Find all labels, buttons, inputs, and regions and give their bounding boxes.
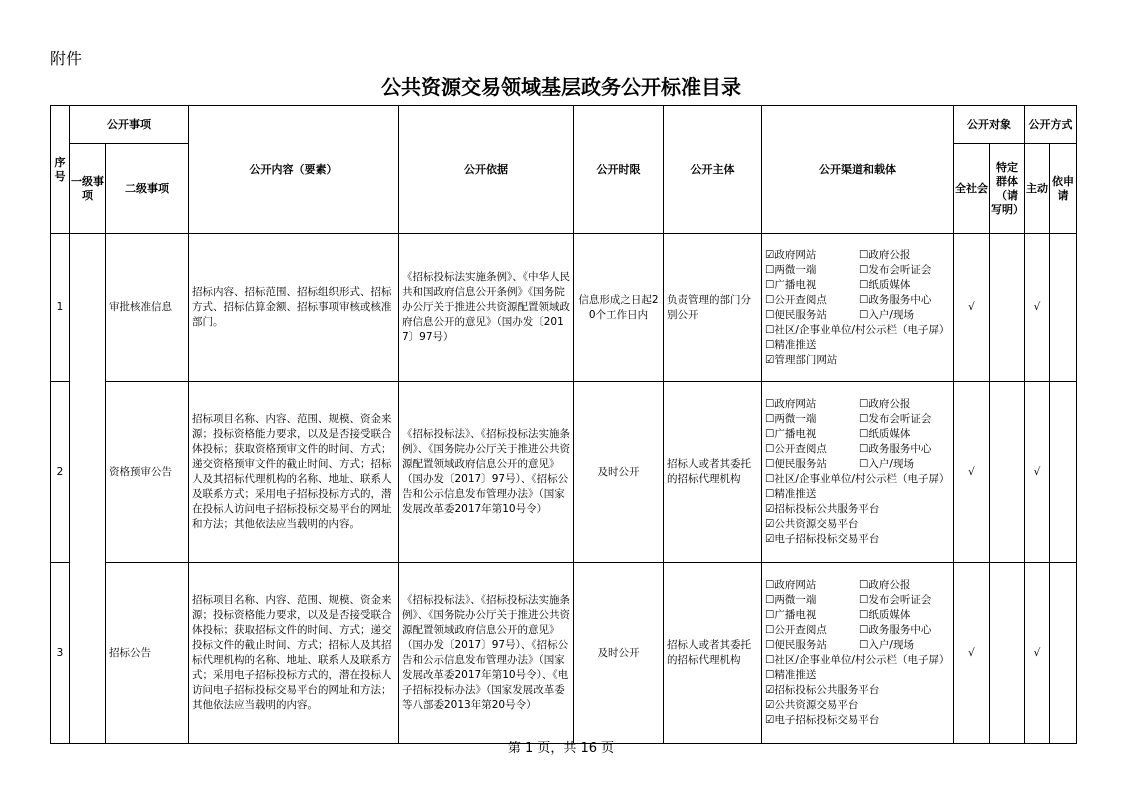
channel-option: ☐精准推送 bbox=[765, 488, 817, 500]
row-seq: 2 bbox=[51, 382, 70, 563]
channel-option: ☐公开查阅点 bbox=[765, 293, 827, 306]
channel-option: ☐精准推送 bbox=[765, 338, 817, 351]
channel-option: ☐政府网站 bbox=[765, 398, 817, 410]
header-time: 公开时限 bbox=[574, 106, 664, 234]
channel-line bbox=[765, 517, 950, 532]
channel-line bbox=[765, 293, 950, 308]
row-level2: 资格预审公告 bbox=[106, 382, 189, 563]
header-seq: 序号 bbox=[51, 106, 70, 234]
channel-line bbox=[765, 623, 950, 638]
row-level2: 招标公告 bbox=[106, 563, 189, 744]
channel-option: ☐精准推送 bbox=[765, 669, 817, 681]
channel-option: ☐广播电视 bbox=[765, 428, 817, 440]
header-active: 主动 bbox=[1025, 144, 1050, 234]
channel-line bbox=[765, 278, 950, 293]
header-content: 公开内容（要素） bbox=[189, 106, 399, 234]
channel-option: ☑公共资源交易平台 bbox=[765, 699, 859, 711]
channel-option: ☐发布会听证会 bbox=[859, 594, 932, 606]
channel-line bbox=[765, 397, 950, 412]
row-seq: 1 bbox=[51, 234, 70, 382]
header-method: 公开方式 bbox=[1025, 106, 1077, 144]
header-basis: 公开依据 bbox=[399, 106, 574, 234]
channel-option: ☐发布会听证会 bbox=[859, 263, 932, 276]
row-on-request bbox=[1050, 382, 1077, 563]
channel-option: ☐便民服务站 bbox=[765, 308, 827, 321]
channel-line bbox=[765, 713, 950, 728]
row-active: √ bbox=[1025, 234, 1050, 382]
channel-option: ☐政务服务中心 bbox=[859, 293, 932, 306]
channel-line bbox=[765, 412, 950, 427]
channel-line bbox=[765, 608, 950, 623]
channel-option: ☐发布会听证会 bbox=[859, 413, 932, 425]
channel-line bbox=[765, 653, 950, 668]
channel-line bbox=[765, 502, 950, 517]
channel-option: ☐政务服务中心 bbox=[859, 624, 932, 636]
channel-line bbox=[765, 472, 950, 487]
header-level1: 一级事项 bbox=[70, 144, 106, 234]
channel-option: ☐入户/现场 bbox=[859, 308, 914, 321]
channel-line bbox=[765, 457, 950, 472]
row-seq: 3 bbox=[51, 563, 70, 744]
table-row bbox=[51, 234, 1077, 382]
channel-option: ☐公开查阅点 bbox=[765, 443, 827, 455]
channel-option: ☐政府公报 bbox=[859, 579, 911, 591]
channel-line bbox=[765, 683, 950, 698]
channel-line bbox=[765, 353, 950, 368]
row-basis: 《招标投标法实施条例》、《中华人民共和国政府信息公开条例》《国务院办公厅关于推进公共资源配置领域政府信息公开的意见》（国办发〔2017〕97号） bbox=[399, 234, 574, 382]
catalog-table bbox=[50, 105, 1077, 744]
row-time: 及时公开 bbox=[574, 382, 664, 563]
header-all-society: 全社会 bbox=[954, 144, 990, 234]
attachment-label: 附件 bbox=[50, 49, 83, 68]
channel-option: ☐入户/现场 bbox=[859, 639, 914, 651]
channel-option: ☐政府公报 bbox=[859, 398, 911, 410]
row-channels bbox=[762, 563, 954, 744]
row-channels bbox=[762, 234, 954, 382]
row-basis: 《招标投标法》、《招标投标法实施条例》、《国务院办公厅关于推进公共资源配置领域政府信息公开的意见》（国办发〔2017〕97号）、《招标公告和公示信息发布管理办法》（国家发展改革委2017年第10号令）、《电子招标投标办法》（国家发展改革委等八部委2013年第20号令） bbox=[399, 563, 574, 744]
row-channels bbox=[762, 382, 954, 563]
page-title: 公共资源交易领域基层政务公开标准目录 bbox=[381, 75, 741, 99]
row-specific bbox=[990, 563, 1025, 744]
channel-option: ☑管理部门网站 bbox=[765, 353, 838, 366]
channel-option: ☐纸质媒体 bbox=[859, 278, 911, 291]
header-specific: 特定群体（请写明） bbox=[990, 144, 1025, 234]
channel-option: ☐两微一端 bbox=[765, 413, 817, 425]
channel-option: ☐社区/企事业单位/村公示栏（电子屏） bbox=[765, 323, 950, 336]
row-on-request bbox=[1050, 234, 1077, 382]
channel-option: ☐两微一端 bbox=[765, 594, 817, 606]
channel-line bbox=[765, 578, 950, 593]
row-content: 招标项目名称、内容、范围、规模、资金来源；投标资格能力要求，以及是否接受联合体投标；获取资格预审文件的时间、方式；递交资格预审文件的截止时间、方式；招标人及其招标代理机构的名称、地址、联系人及联系方式；采用电子招标投标方式的，潜在投标人访问电子招标投标交易平台的网址和方法；其他依法应当载明的内容。 bbox=[189, 382, 399, 563]
channel-option: ☑电子招标投标交易平台 bbox=[765, 533, 880, 545]
row-level1 bbox=[70, 234, 106, 744]
channel-line bbox=[765, 442, 950, 457]
channel-line bbox=[765, 248, 950, 263]
table-row bbox=[51, 563, 1077, 744]
header-subject: 公开主体 bbox=[664, 106, 762, 234]
header-channel: 公开渠道和载体 bbox=[762, 106, 954, 234]
channel-option: ☐纸质媒体 bbox=[859, 609, 911, 621]
row-subject: 招标人或者其委托的招标代理机构 bbox=[664, 382, 762, 563]
row-all-society: √ bbox=[954, 563, 990, 744]
channel-option: ☑公共资源交易平台 bbox=[765, 518, 859, 530]
channel-option: ☐公开查阅点 bbox=[765, 624, 827, 636]
row-basis: 《招标投标法》、《招标投标法实施条例》、《国务院办公厅关于推进公共资源配置领域政府信息公开的意见》（国办发〔2017〕97号）、《招标公告和公示信息发布管理办法》（国家发展改革委2017年第10号令） bbox=[399, 382, 574, 563]
row-active: √ bbox=[1025, 563, 1050, 744]
channel-line bbox=[765, 532, 950, 547]
channel-line bbox=[765, 698, 950, 713]
row-subject: 招标人或者其委托的招标代理机构 bbox=[664, 563, 762, 744]
row-subject: 负责管理的部门分别公开 bbox=[664, 234, 762, 382]
channel-line bbox=[765, 338, 950, 353]
channel-option: ☐政务服务中心 bbox=[859, 443, 932, 455]
channel-option: ☑电子招标投标交易平台 bbox=[765, 714, 880, 726]
row-content: 招标项目名称、内容、范围、规模、资金来源；投标资格能力要求，以及是否接受联合体投标；获取招标文件的时间、方式；递交投标文件的截止时间、方式；招标人及其招标代理机构的名称、地址、联系人及联系方式；采用电子招标投标方式的，潜在投标人访问电子招标投标交易平台的网址和方法；其他依法应当载明的内容。 bbox=[189, 563, 399, 744]
row-active: √ bbox=[1025, 382, 1050, 563]
row-level2: 审批核准信息 bbox=[106, 234, 189, 382]
header-audience: 公开对象 bbox=[954, 106, 1025, 144]
channel-option: ☐便民服务站 bbox=[765, 639, 827, 651]
channel-line bbox=[765, 593, 950, 608]
row-specific bbox=[990, 234, 1025, 382]
row-on-request bbox=[1050, 563, 1077, 744]
row-all-society: √ bbox=[954, 234, 990, 382]
channel-option: ☐社区/企事业单位/村公示栏（电子屏） bbox=[765, 473, 950, 485]
channel-option: ☐便民服务站 bbox=[765, 458, 827, 470]
channel-option: ☐纸质媒体 bbox=[859, 428, 911, 440]
channel-line bbox=[765, 323, 950, 338]
row-time: 及时公开 bbox=[574, 563, 664, 744]
channel-option: ☐政府公报 bbox=[859, 248, 911, 261]
channel-option: ☐两微一端 bbox=[765, 263, 817, 276]
channel-option: ☐社区/企事业单位/村公示栏（电子屏） bbox=[765, 654, 950, 666]
row-time: 信息形成之日起20个工作日内 bbox=[574, 234, 664, 382]
channel-line bbox=[765, 638, 950, 653]
row-specific bbox=[990, 382, 1025, 563]
channel-option: ☑招标投标公共服务平台 bbox=[765, 684, 880, 696]
channel-option: ☐广播电视 bbox=[765, 278, 817, 291]
table-row bbox=[51, 382, 1077, 563]
channel-line bbox=[765, 487, 950, 502]
channel-line bbox=[765, 427, 950, 442]
channel-line bbox=[765, 308, 950, 323]
channel-option: ☐政府网站 bbox=[765, 579, 817, 591]
header-level2: 二级事项 bbox=[106, 144, 189, 234]
page-number: 第 1 页，共 16 页 bbox=[507, 741, 615, 756]
row-all-society: √ bbox=[954, 382, 990, 563]
channel-option: ☑招标投标公共服务平台 bbox=[765, 503, 880, 515]
row-content: 招标内容、招标范围、招标组织形式、招标方式、招标估算金额、招标事项审核或核准部门。 bbox=[189, 234, 399, 382]
channel-option: ☐广播电视 bbox=[765, 609, 817, 621]
header-matter: 公开事项 bbox=[70, 106, 189, 144]
header-on-request: 依申请 bbox=[1050, 144, 1077, 234]
channel-option: ☐入户/现场 bbox=[859, 458, 914, 470]
channel-line bbox=[765, 668, 950, 683]
channel-option: ☑政府网站 bbox=[765, 248, 817, 261]
channel-line bbox=[765, 263, 950, 278]
